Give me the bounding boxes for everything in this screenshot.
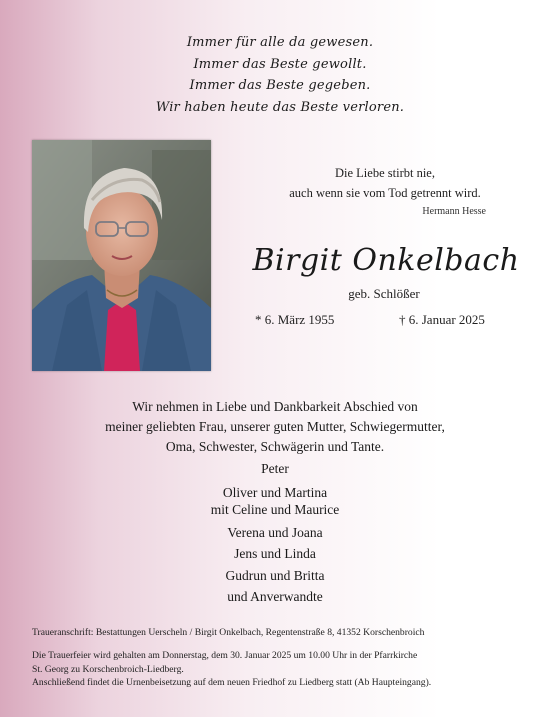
farewell-line: Wir nehmen in Liebe und Dankbarkeit Abschied von <box>132 399 418 414</box>
quote <box>240 163 530 203</box>
quote-line: Die Liebe stirbt nie, <box>335 166 435 180</box>
poem-line: Immer das Beste gegeben. <box>189 78 371 93</box>
funeral-detail-line: St. Georg zu Korschenbroich-Liedberg. <box>32 663 184 675</box>
death-date: † 6. Januar 2025 <box>399 312 485 327</box>
quote-author: Hermann Hesse <box>422 206 486 217</box>
poem-line: Wir haben heute das Beste verloren. <box>155 99 405 115</box>
maiden-name: geb. Schlößer <box>348 286 420 301</box>
mourner-name: Verena und Joana <box>227 524 323 540</box>
farewell-line: Oma, Schwester, Schwägerin und Tante. <box>165 439 385 454</box>
quote-line: auch wenn sie vom Tod getrennt wird. <box>289 186 481 200</box>
poem <box>150 32 410 118</box>
deceased-name: Birgit Onkelbach <box>252 243 520 278</box>
mourner-name: Jens und Linda <box>234 546 316 561</box>
mourner-name: und Anverwandte <box>227 589 323 604</box>
portrait-photo <box>32 140 211 371</box>
mourners-list <box>150 458 400 608</box>
funeral-info <box>32 626 532 690</box>
poem-line: Immer das Beste gewollt. <box>193 56 367 72</box>
birth-date: * 6. März 1955 <box>255 312 335 327</box>
farewell-text <box>40 397 510 457</box>
poem-line: Immer für alle da gewesen. <box>186 35 374 50</box>
mourner-name: mit Celine und Maurice <box>210 501 340 517</box>
funeral-detail-line: Die Trauerfeier wird gehalten am Donnerstag, dem 30. Januar 2025 um 10.00 Uhr in der Pfarrkirche <box>32 650 418 661</box>
mourner-name: Oliver und Martina <box>222 484 328 500</box>
mourner-name: Peter <box>261 461 289 476</box>
mourner-name: Gudrun und Britta <box>225 567 325 583</box>
farewell-line: meiner geliebten Frau, unserer guten Mutter, Schwiegermutter, <box>105 419 445 434</box>
mourning-address: Traueranschrift: Bestattungen Uerscheln / Birgit Onkelbach, Regentenstraße 8, 41352 Korschenbroich <box>32 627 425 638</box>
funeral-detail-line: Anschließend findet die Urnenbeisetzung auf dem neuen Friedhof zu Liedberg statt (Ab Haupteingang). <box>32 677 432 688</box>
